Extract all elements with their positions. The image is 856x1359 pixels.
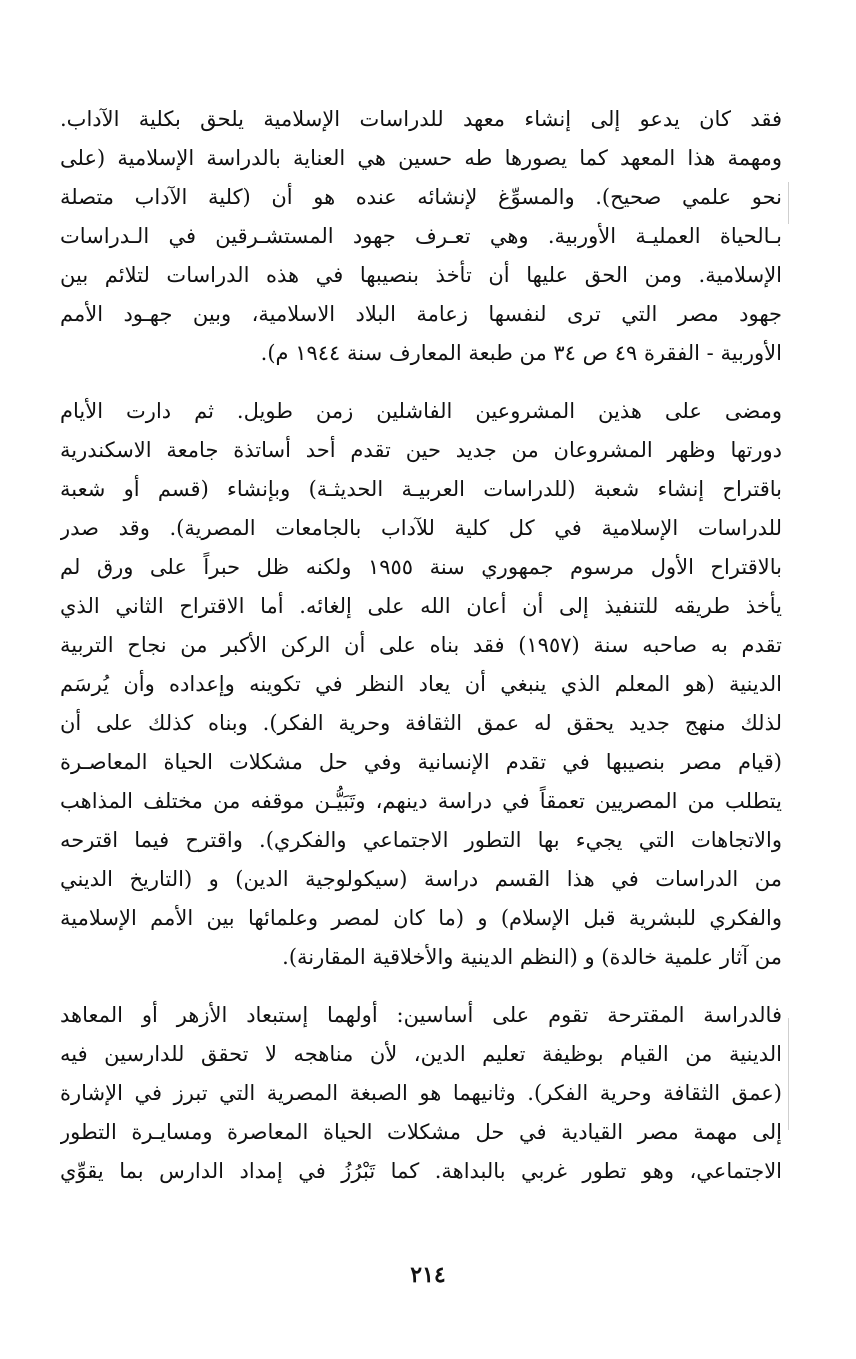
paragraph-1 [60,100,782,373]
scan-margin-mark [788,182,789,224]
page-body [60,100,782,1191]
page-number: ٢١٤ [410,1262,446,1288]
text-line: جهود مصر التي ترى لنفسها زعامة البلاد الاسلامية، وبين جهـود الأمم [60,302,782,326]
text-line: فالدراسة المقترحة تقوم على أساسين: أولهما إستبعاد الأزهر أو المعاهد [60,1003,782,1027]
text-line: والفكري للبشرية قبل الإسلام) و (ما كان لمصر وعلمائها بين الأمم الإسلامية [60,906,782,930]
text-line: نحو علمي صحيح). والمسوِّغ لإنشائه عنده هو أن (كلية الآداب متصلة [60,185,782,209]
text-line: الأوربية - الفقرة ٤٩ ص ٣٤ من طبعة المعارف سنة ١٩٤٤ م). [260,341,782,365]
text-line: بالاقتراح الأول مرسوم جمهوري سنة ١٩٥٥ ولكنه ظل حبراً على ورق لم [60,555,782,579]
text-line: من آثار علمية خالدة) و (النظم الدينية والأخلاقية المقارنة). [282,945,782,969]
text-line: إلى مهمة مصر القيادية في حل مشكلات الحياة المعاصرة ومسايـرة التطور [60,1120,782,1144]
text-line: فقد كان يدعو إلى إنشاء معهد للدراسات الإسلامية يلحق بكلية الآداب. [60,107,782,131]
text-line: من الدراسات في هذا القسم دراسة (سيكولوجية الدين) و (التاريخ الديني [60,867,782,891]
paragraph-3 [60,996,782,1191]
text-line: باقتراح إنشاء شعبة (للدراسات العربيـة الحديثـة) وبإنشاء (قسم أو شعبة [60,477,782,501]
text-line: الدينية (هو المعلم الذي ينبغي أن يعاد النظر في تكوينه وإعداده وأن يُرسَم [60,672,782,696]
text-line: يأخذ طريقه للتنفيذ إلى أن أعان الله على إلغائه. أما الاقتراح الثاني الذي [60,594,782,618]
text-line: تقدم به صاحبه سنة (١٩٥٧) فقد بناه على أن الركن الأكبر من نجاح التربية [60,633,782,657]
text-line: الإسلامية. ومن الحق عليها أن تأخذ بنصيبها في هذه الدراسات لتلائم بين [60,263,782,287]
text-line: ومضى على هذين المشروعين الفاشلين زمن طويل. ثم دارت الأيام [60,399,782,423]
text-line: الاجتماعي، وهو تطور غربي بالبداهة. كما تَبْرُزُ في إمداد الدارس بما يقوِّي [60,1159,782,1183]
text-line: دورتها وظهر المشروعان من جديد حين تقدم أحد أساتذة جامعة الاسكندرية [60,438,782,462]
text-line: (عمق الثقافة وحرية الفكر). وثانيهما هو الصبغة المصرية التي تبرز في الإشارة [60,1081,782,1105]
text-line: والاتجاهات التي يجيء بها التطور الاجتماعي والفكري). واقترح فيما اقترحه [60,828,782,852]
text-line: (قيام مصر بنصيبها في تقدم الإنسانية وفي حل مشكلات الحياة المعاصـرة [60,750,782,774]
text-line: لذلك منهج جديد يحقق له عمق الثقافة وحرية الفكر). وبناه كذلك على أن [60,711,782,735]
text-line: ومهمة هذا المعهد كما يصورها طه حسين هي العناية بالدراسة الإسلامية (على [60,146,782,170]
paragraph-2 [60,392,782,977]
text-line: للدراسات الإسلامية في كل كلية للآداب بالجامعات المصرية). وقد صدر [60,516,782,540]
scan-margin-mark [788,1018,789,1130]
text-line: يتطلب من المصريين تعمقاً في دراسة دينهم، وتَبَيُّـن موقفه من مختلف المذاهب [60,789,782,813]
text-line: الدينية من القيام بوظيفة تعليم الدين، لأن مناهجه لا تحقق للدارسين فيه [60,1042,782,1066]
text-line: بـالحياة العمليـة الأوربية. وهي تعـرف جهود المستشـرقين في الـدراسات [60,224,782,248]
